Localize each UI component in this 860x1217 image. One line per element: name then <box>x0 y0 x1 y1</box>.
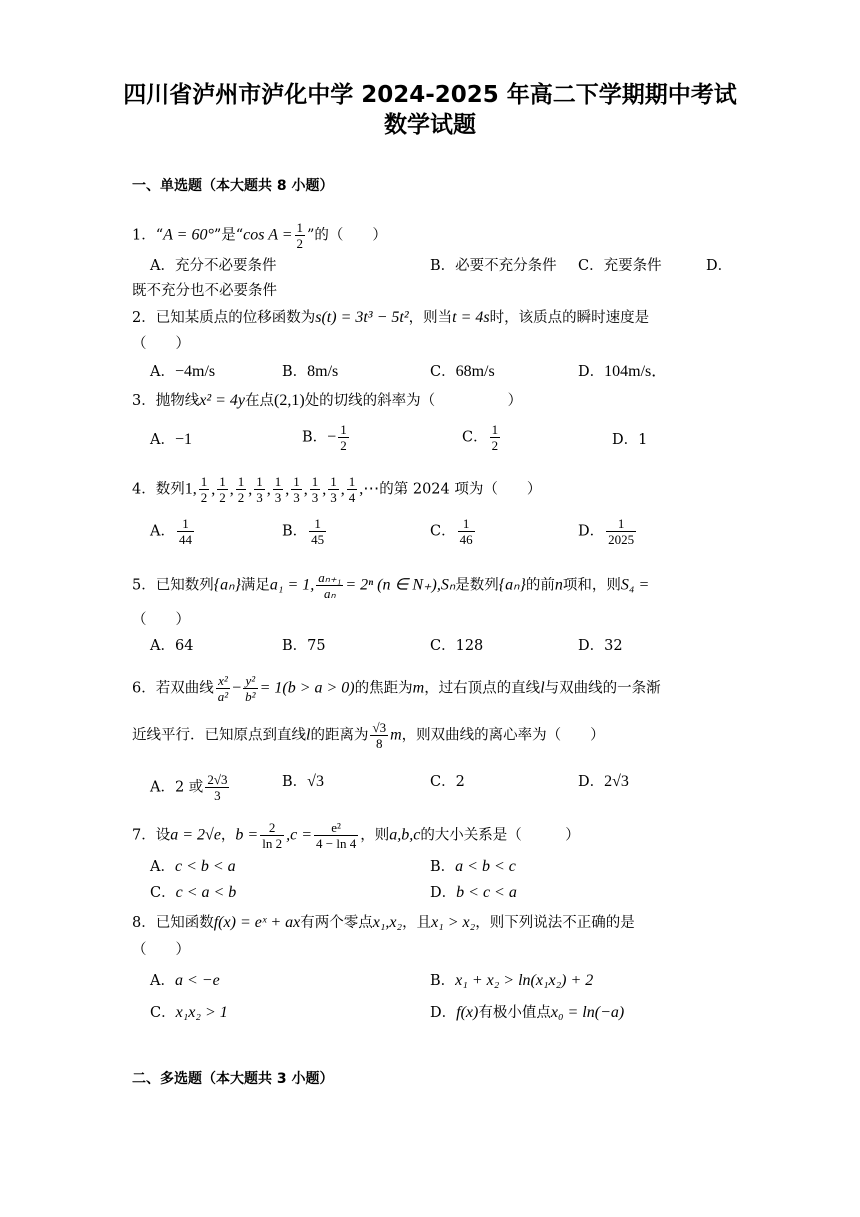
question-4: 4．数列1, $\frac{1}{2}$ , $\frac{1}{2}$ , $\frac{1}{2}$ , $\frac{1}{3}$ , $\frac{1}{3}$ , $\frac{1}{3}$ , $\frac{1}{3}$ , $\frac{1}{3}$ , $\frac{1}{4}$ ,⋯的第 2024 项为（ ） <box>132 474 542 505</box>
option-3d: D．1 <box>612 432 648 448</box>
option-6a: A．2 或 $\frac{2√3}{3}$ <box>150 772 228 803</box>
option-7d: D．b < c < a <box>430 884 517 901</box>
question-1: 1．“A = 60°”是“cos A = $\frac{1}{2}$ ”的（ ） <box>132 220 387 251</box>
question-8-paren: （ ） <box>132 942 190 958</box>
option-1a: A．充分不必要条件 <box>150 258 277 274</box>
fraction: $\frac{1}{2}$ <box>296 220 303 251</box>
option-2b: B．8m/s <box>282 363 339 380</box>
option-8c: C．x₁x₂ > 1 <box>150 1004 228 1021</box>
question-5-paren: （ ） <box>132 612 190 628</box>
option-4c: C． $\frac{1}{46}$ <box>430 516 473 547</box>
option-2c: C．68m/s <box>430 363 495 380</box>
option-6b: B．√3 <box>282 773 324 790</box>
sequence-fraction: $\frac{1}{2}$ <box>219 474 226 505</box>
option-4b: B． $\frac{1}{45}$ <box>282 516 325 547</box>
sequence-fraction: $\frac{1}{3}$ <box>311 474 319 505</box>
question-2-paren: （ ） <box>132 336 190 352</box>
option-1b: B．必要不充分条件 <box>430 258 557 274</box>
question-6: 6．若双曲线 $\frac{\text{x²}}{\text{a²}}$ − $\frac{\text{y²}}{\text{b²}}$ = 1(b > a > 0)的焦距为m，过右顶点的直线l与双曲线的一条渐 <box>132 673 661 704</box>
option-6d: D．2√3 <box>578 773 629 790</box>
exam-subtitle: 数学试题 <box>384 112 476 138</box>
option-1d: D． <box>706 258 733 274</box>
question-5: 5．已知数列{aₙ}满足a₁ = 1, $\frac{\text{aₙ₊₁}}{\text{aₙ}}$ = 2ⁿ (n ∈ N₊),Sₙ是数列{aₙ}的前n项和，则S₄ = <box>132 570 650 601</box>
option-8d: D．f(x)有极小值点x₀ = ln(−a) <box>430 1004 625 1021</box>
exam-title: 四川省泸州市泸化中学 2024-2025 年高二下学期期中考试 <box>123 82 737 108</box>
option-3c: C． $\frac{1}{2}$ <box>462 422 499 453</box>
option-4a: A． $\frac{1}{44}$ <box>150 516 192 547</box>
option-1d-text: 既不充分也不必要条件 <box>132 283 277 299</box>
option-7b: B．a < b < c <box>430 858 516 875</box>
sequence-fraction: $\frac{1}{4}$ <box>348 474 356 505</box>
question-6-cont: 近线平行．已知原点到直线l的距离为 $\frac{√3}{8}$ m，则双曲线的离心率为（ ） <box>132 720 605 751</box>
option-3b: B．− $\frac{1}{2}$ <box>302 422 347 453</box>
option-5d: D．32 <box>578 638 623 654</box>
option-4d: D． $\frac{1}{2025}$ <box>578 516 635 547</box>
sequence-fraction: $\frac{1}{3}$ <box>330 474 337 505</box>
option-2d: D．104m/s． <box>578 363 668 380</box>
option-3a: A．−1 <box>150 431 193 448</box>
option-7c: C．c < a < b <box>150 884 237 901</box>
option-1c: C．充要条件 <box>578 258 662 274</box>
option-5b: B．75 <box>282 638 326 654</box>
sequence-fraction: $\frac{1}{3}$ <box>293 474 300 505</box>
option-8a: A．a < −e <box>150 972 220 989</box>
sequence-fraction: $\frac{1}{2}$ <box>237 474 245 505</box>
section-multi-choice: 二、多选题（本大题共 3 小题） <box>132 1071 334 1087</box>
option-8b: B．x₁ + x₂ > ln(x₁x₂) + 2 <box>430 972 594 989</box>
question-3: 3．抛物线x² = 4y在点(2,1)处的切线的斜率为（ ） <box>132 392 523 409</box>
question-2: 2．已知某质点的位移函数为s(t) = 3t³ − 5t²，则当t = 4s时，该质点的瞬时速度是 <box>132 309 650 326</box>
option-2a: A．−4m/s <box>150 363 216 380</box>
question-8: 8．已知函数f(x) = eˣ + ax有两个零点x₁,x₂，且x₁ > x₂，则下列说法不正确的是 <box>132 914 635 931</box>
option-7a: A．c < b < a <box>150 858 236 875</box>
question-7: 7．设a = 2√e，b = $\frac{2}{\ln 2}$ ,c = $\frac{\text{e²}}{4 - \ln 4}$ ，则a,b,c的大小关系是（ ） <box>132 820 580 851</box>
sequence-fraction: $\frac{1}{2}$ <box>200 474 208 505</box>
sequence-fraction: $\frac{1}{3}$ <box>274 474 282 505</box>
option-5a: A．64 <box>150 638 194 654</box>
section-single-choice: 一、单选题（本大题共 8 小题） <box>132 178 334 194</box>
option-6c: C．2 <box>430 774 465 790</box>
sequence-fraction: $\frac{1}{3}$ <box>256 474 263 505</box>
question-number: 1． <box>132 227 156 244</box>
option-5c: C．128 <box>430 638 484 654</box>
